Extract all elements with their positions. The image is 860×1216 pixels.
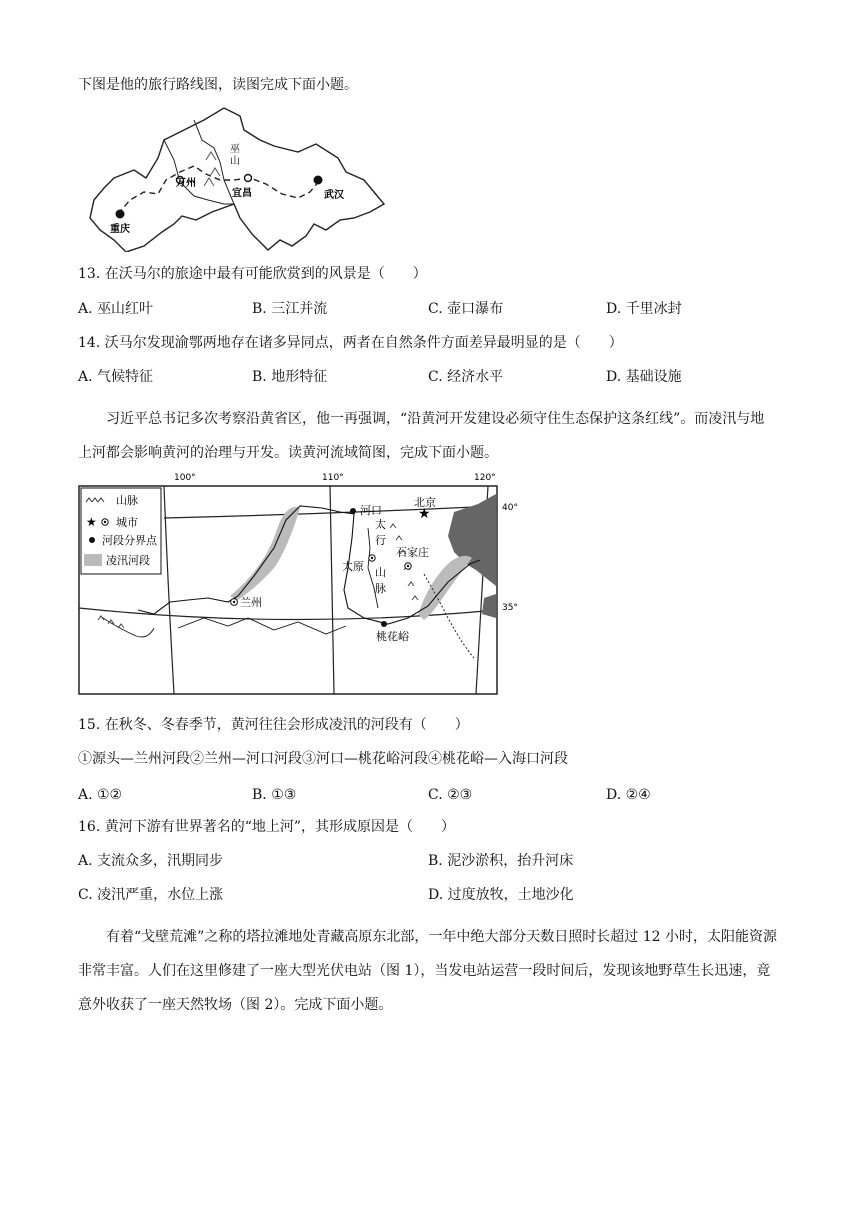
q16-option-b[interactable]: B. 泥沙淤积，抬升河床 [428,853,574,869]
q14-option-a[interactable]: A. 气候特征 [78,369,154,385]
svg-text:★: ★ [86,515,97,529]
q14-stem: 14. 沃马尔发现渝鄂两地存在诸多异同点，两者在自然条件方面差异最明显的是（ ） [78,335,623,351]
city-marker-wuhan [314,176,323,185]
intro-text: 下图是他的旅行路线图，读图完成下面小题。 [78,77,358,93]
label-yichang: 宜昌 [232,188,252,199]
lon-label-120: 120° [474,473,496,483]
label-hekou: 河口 [360,504,382,517]
q15-option-b[interactable]: B. ①③ [252,787,297,803]
marker-taohuayu [381,621,387,627]
passage-talatan: 有着“戈壁荒滩”之称的塔拉滩地处青藏高原东北部，一年中绝大部分天数日照时长超过 12 小时，太阳能资源非常丰富。人们在这里修建了一座大型光伏电站（图 1），当发电站运营一段时间后，发现该地野草生长迅速，竟意外收获了一座天然牧场（图 2）。完成下面小题。 [78,929,778,1013]
travel-route-map [84,100,394,252]
label-wushan-2: 山 [230,156,240,167]
lon-label-110: 110° [322,473,344,483]
q16-option-a[interactable]: A. 支流众多，汛期同步 [78,853,224,869]
q14-option-d[interactable]: D. 基础设施 [606,369,682,385]
legend-mountain: 山脉 [116,494,138,507]
city-marker-chongqing [116,210,125,219]
q13-option-d[interactable]: D. 千里冰封 [606,301,682,317]
marker-hekou [350,508,356,514]
q16-stem: 16. 黄河下游有世界著名的“地上河”，其形成原因是（ ） [78,819,456,835]
yellow-river-map [78,468,518,696]
q14-option-b[interactable]: B. 地形特征 [252,369,328,385]
label-chongqing: 重庆 [110,224,130,235]
lon-label-100: 100° [174,473,196,483]
q16-option-c[interactable]: C. 凌汛严重，水位上涨 [78,887,224,903]
label-wanzhou: 万州 [176,178,196,189]
legend-city: 城市 [116,516,138,529]
city-marker-yichang [245,175,252,182]
label-lanzhou: 兰州 [240,596,262,609]
label-shijiazhuang: 石家庄 [396,546,429,559]
q13-option-c[interactable]: C. 壶口瀑布 [428,301,504,317]
q15-option-d[interactable]: D. ②④ [606,787,651,803]
q13-option-b[interactable]: B. 三江并流 [252,301,328,317]
label-taihang-1: 太 [375,518,386,531]
legend-ice-flood: 凌汛河段 [106,554,150,567]
q15-stem: 15. 在秋冬、冬春季节，黄河往往会形成凌汛的河段有（ ） [78,717,469,733]
label-taihang-2: 行 [375,534,386,547]
label-taohuayu: 桃花峪 [376,630,409,643]
label-wuhan: 武汉 [324,190,344,201]
q16-option-d[interactable]: D. 过度放牧，土地沙化 [428,887,574,903]
label-taihang-3: 山 [375,566,386,579]
lat-label-35: 35° [502,603,518,613]
q13-option-a[interactable]: A. 巫山红叶 [78,301,154,317]
label-wushan-1: 巫 [230,144,240,155]
lat-label-40: 40° [502,503,518,513]
q15-statements: ①源头—兰州河段②兰州—河口河段③河口—桃花峪河段④桃花峪—入海口河段 [78,751,568,767]
q14-option-c[interactable]: C. 经济水平 [428,369,504,385]
label-taihang-4: 脉 [375,582,386,595]
legend-boundary-point: 河段分界点 [102,534,157,547]
q15-option-a[interactable]: A. ①② [78,787,123,803]
q15-option-c[interactable]: C. ②③ [428,787,473,803]
label-taiyuan: 太原 [342,560,364,573]
label-beijing: 北京 [414,496,436,509]
passage-yellow-river: 习近平总书记多次考察沿黄省区，他一再强调，“沿黄河开发建设必须守住生态保护这条红线”。而凌汛与地上河都会影响黄河的治理与开发。读黄河流域简图，完成下面小题。 [78,411,765,461]
marker-beijing: ★ [418,506,431,522]
q13-stem: 13. 在沃马尔的旅途中最有可能欣赏到的风景是（ ） [78,266,427,282]
